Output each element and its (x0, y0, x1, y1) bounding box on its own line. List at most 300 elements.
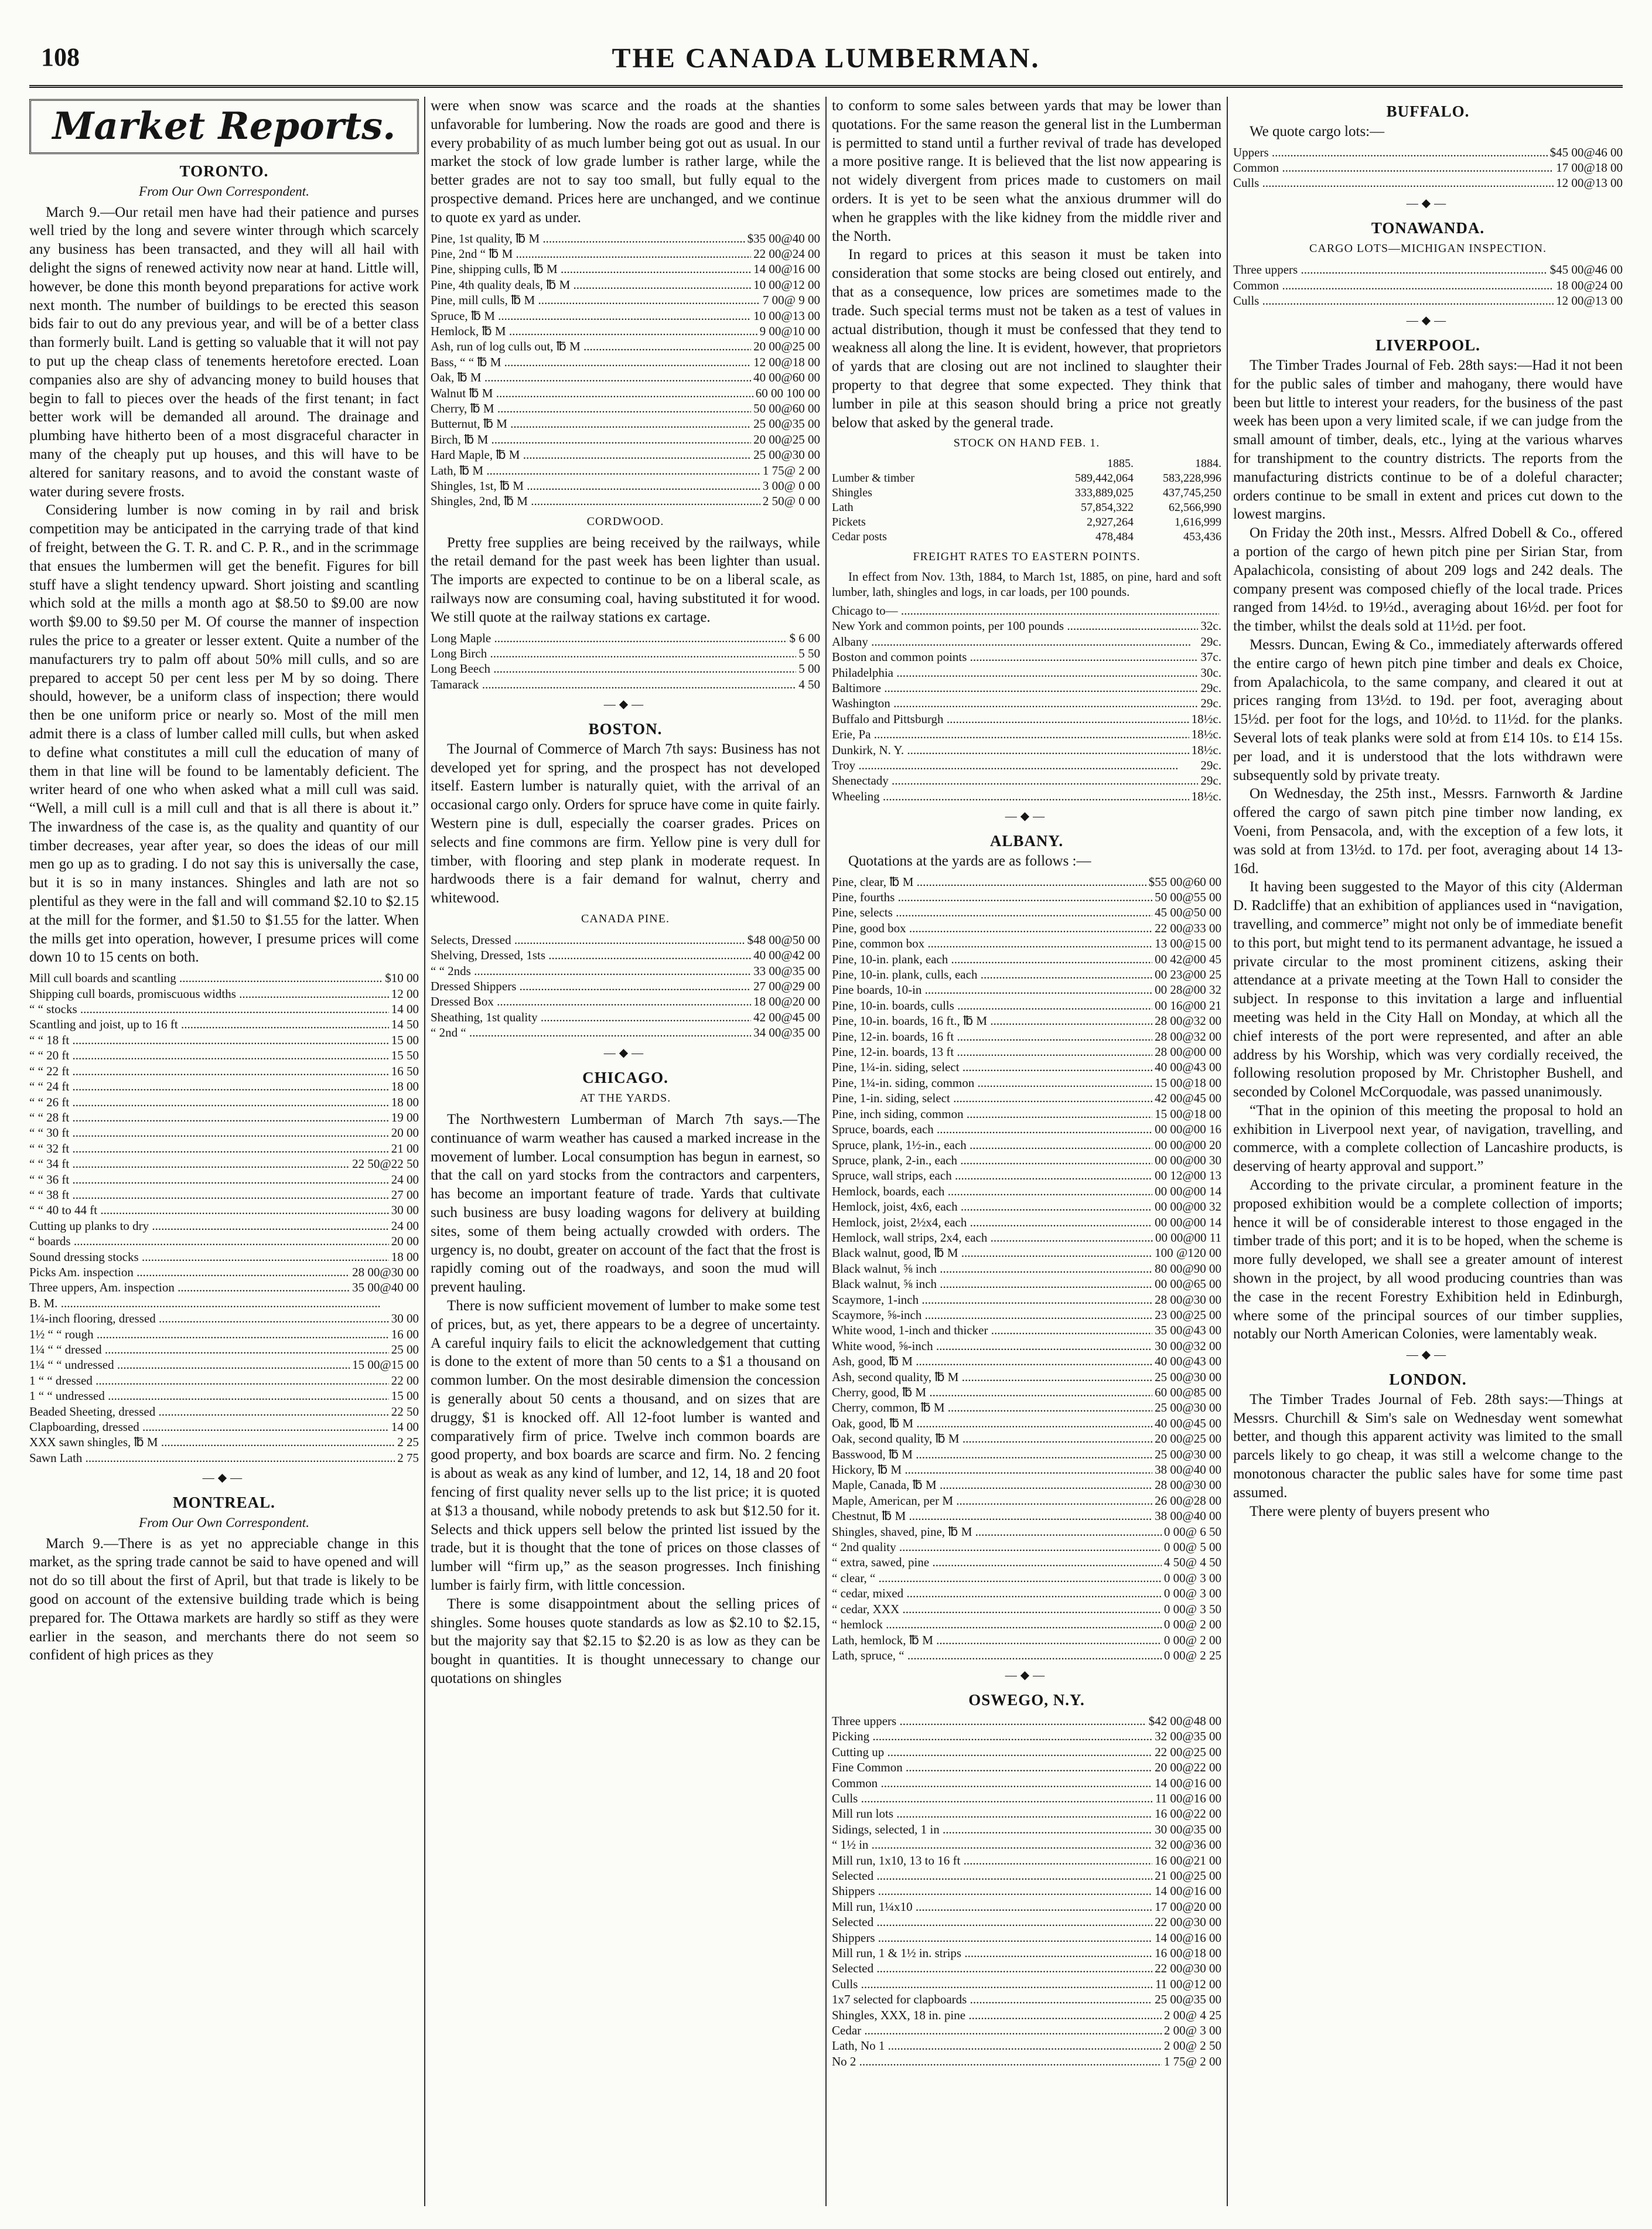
item-name: Lath, hemlock, ℔ M ..... (832, 1632, 1162, 1648)
boston-paragraph: The Journal of Commerce of March 7th says: Business has not developed yet for spring, and the prospect has not developed itself. Eastern lumber is naturally quiet, with the arrival of an occasional cargo only. Orders for spruce have come in quite fairly. Western pine is dull, especially the coarser grades. Prices on selects and fine commons are firm. Yellow pine is very dull for timber, with flooring and step plank in moderate request. In hardwoods there is a fair demand for walnut, cherry and whitewood. (431, 741, 820, 906)
item-price: 19 00 (391, 1110, 419, 1124)
price-table (29, 970, 419, 1465)
item-price: 30 00 (391, 1311, 419, 1326)
albany-intro: Quotations at the yards are as follows :— (848, 853, 1091, 869)
item-name: Fine Common ..... (832, 1760, 1152, 1775)
item-price: 29c. (1200, 696, 1221, 711)
item-price: 40 00@43 00 (1155, 1060, 1221, 1075)
item-price: 00 00@00 14 (1155, 1215, 1221, 1229)
item-price: 11 00@16 00 (1155, 1791, 1221, 1805)
price-row (29, 1265, 419, 1280)
item-price: 12 00@13 00 (1556, 294, 1623, 308)
canada-pine-heading: CANADA PINE. (581, 912, 670, 926)
item-name: Buffalo and Pittsburgh ..... (832, 711, 1189, 727)
item-name: “ cedar, XXX ..... (832, 1601, 1162, 1617)
item-price: 50 00@60 00 (753, 401, 820, 416)
price-row (29, 1342, 419, 1357)
item-price: 22 50 (391, 1404, 419, 1419)
item-name: Oak, second quality, ℔ M ..... (832, 1431, 1152, 1446)
column-rule (1227, 97, 1228, 2206)
stock-row (832, 530, 1221, 544)
item-name: Pine, 10-in. plank, culls, each ..... (832, 967, 1152, 982)
column-rule (424, 97, 425, 2206)
item-name: “ 1½ in ..... (832, 1837, 1152, 1852)
stock-cell: 57,854,322 (1081, 501, 1134, 514)
price-row (832, 1090, 1221, 1106)
item-price: 12 00@18 00 (753, 355, 820, 369)
item-price: 14 00@16 00 (1155, 1930, 1221, 1945)
item-price: 50 00@55 00 (1155, 890, 1221, 905)
item-price: 16 00@21 00 (1155, 1853, 1221, 1867)
price-row (431, 401, 820, 416)
item-name: Pine, 1¼-in. siding, select ..... (832, 1059, 1152, 1075)
item-name: Pine, shipping culls, ℔ M ..... (431, 261, 751, 277)
price-row (431, 677, 820, 692)
item-price: 30 00@32 00 (1155, 1338, 1221, 1353)
item-price: 25 00@35 00 (1155, 1992, 1221, 2007)
item-name: Bass, “ “ ℔ M ..... (431, 355, 751, 370)
liverpool-paragraph: On Friday the 20th inst., Messrs. Alfred Dobell & Co., offered a portion of the cargo of hewn pitch pine per Sirian Star, from Apalachicola, consisting of about 209 logs and 242 deals. The company present was composed chiefly of the local trade. Prices ranged from 14½d. to 19½d., averaging about 16½d. per foot for the timber, whilst the deals sold at 11½d. per foot. (1233, 525, 1623, 635)
price-row (431, 963, 820, 979)
price-row (29, 1202, 419, 1218)
item-name: Uppers ..... (1233, 145, 1548, 160)
item-name: 1½ “ “ rough ..... (29, 1327, 389, 1342)
price-row (431, 1010, 820, 1025)
price-row (832, 1822, 1221, 1837)
price-row (832, 1447, 1221, 1462)
item-price: 22 50@22 50 (352, 1157, 419, 1171)
item-name: Pine, good box ..... (832, 921, 1152, 936)
chicago-paragraph-cont: In regard to prices at this season it must be taken into consideration that some stocks are being closed out entirely, and that as a consequence, low prices are sometimes made to the trade. Such special terms must not be taken as a test of values in actual distribution, though it must be confessed that they tend to weakness all along the line. It is evident, however, that proprietors of yards that are closing out are not inclined to slaughter their property to that degree that some expected. They think that lumber in pile at this season should bring a price not greatly below that asked by the general trade. (832, 247, 1221, 431)
price-row (832, 1075, 1221, 1090)
item-name: “ “ 2nds ..... (431, 963, 751, 979)
item-price: 18½c. (1191, 789, 1221, 803)
item-price: 24 00 (391, 1218, 419, 1233)
section-divider: —◆— (603, 1046, 647, 1059)
item-price: 40 00@60 00 (753, 370, 820, 385)
item-name: “ “ 20 ft ..... (29, 1048, 389, 1063)
item-name: “ “ stocks ..... (29, 1001, 389, 1017)
item-name: Sawn Lath ..... (29, 1450, 395, 1465)
item-name: Cutting up ..... (832, 1744, 1152, 1760)
item-price: 2 25 (397, 1435, 419, 1450)
price-row (832, 1632, 1221, 1648)
price-row (832, 905, 1221, 920)
price-row (431, 416, 820, 431)
liverpool-paragraph: It having been suggested to the Mayor of this city (Alderman D. Radcliffe) that an exhibition of appliances used in “navigation, travelling, and commerce” might not only be of immediate benefit to this port, but might tend to its permanent advantage, he issued a private circular to the most prominent citizens, asking their attendance at a private meeting at the Town Hall to consider the subject. In response to this invitation a large and influential meeting was held in the City Hall on Monday, at which all the chief interests of the port were represented, and after an able address by his Worship, which was very cordially received, the following resolution proposed by Mr. Christopher Bushell, and seconded by Colonel McCorquodale, was passed unanimously. (1233, 879, 1623, 1100)
freight-table (832, 603, 1221, 804)
item-price: 30 00@35 00 (1155, 1822, 1221, 1836)
price-row (832, 1806, 1221, 1821)
price-row (832, 1106, 1221, 1122)
price-table (431, 932, 820, 1041)
price-row (832, 967, 1221, 982)
price-row (1233, 175, 1623, 190)
item-name: Pine, 10-in. boards, culls ..... (832, 998, 1152, 1013)
stock-cell: 1,616,999 (1175, 516, 1221, 529)
item-name: Mill run, 1¼x10 ..... (832, 1899, 1152, 1914)
item-price: 14 50 (391, 1017, 419, 1032)
item-name: Selected ..... (832, 1961, 1152, 1976)
item-name: Selected ..... (832, 1868, 1152, 1883)
liverpool-paragraph: The Timber Trades Journal of Feb. 28th says:—Had it not been for the public sales of timber and mahogany, there would have been but little to interest your readers, for the business of the past week has been upon a very limited scale, if we can judge from the small amount of timber, deals, etc., lying at the various wharves for transhipment to the country districts. The reports from the manufacturing districts continue to be of a doleful character; orders continue to be small in extent and prices cut down to the lowest margins. (1233, 357, 1623, 523)
stock-row (832, 486, 1221, 500)
chicago-paragraph: The Northwestern Lumberman of March 7th says.—The continuance of warm weather has caused a marked increase in the movement of lumber. Local consumption has begun in earnest, so that the call on yard stocks from the contractors and carpenters, has become an important feature of trade. Yards that cultivate such business are busy loading wagons for delivery at building sites, some of them being actually crowded with orders. The urgency is, no doubt, greater on account of the fact that the frost is rapidly coming out of the roadways, and soon the mud will prevent hauling. (431, 1112, 820, 1296)
item-price: $45 00@46 00 (1549, 263, 1623, 277)
price-row (832, 1261, 1221, 1276)
item-name: Sidings, selected, 1 in ..... (832, 1822, 1152, 1837)
price-row (29, 1233, 419, 1249)
price-row (29, 1373, 419, 1388)
oswego-heading: OSWEGO, N.Y. (968, 1691, 1085, 1709)
price-row (832, 1431, 1221, 1446)
price-row (29, 970, 419, 986)
price-row (832, 1292, 1221, 1307)
price-row (1233, 145, 1623, 160)
stock-table (832, 456, 1221, 544)
price-row (431, 447, 820, 462)
price-row (832, 1168, 1221, 1183)
item-name: Mill run, 1 & 1½ in. strips ..... (832, 1945, 1152, 1961)
item-name: Ash, good, ℔ M ..... (832, 1354, 1152, 1369)
price-row (832, 1539, 1221, 1555)
price-row (832, 1044, 1221, 1059)
item-name: White wood, ⅝-inch ..... (832, 1338, 1152, 1354)
item-price: 2 00@ 4 25 (1163, 2008, 1221, 2022)
price-row (832, 1307, 1221, 1323)
stock-cell: 583,228,996 (1163, 472, 1221, 485)
item-price: $48 00@50 00 (747, 932, 820, 947)
item-name: “ “ 26 ft ..... (29, 1095, 389, 1110)
stock-heading: STOCK ON HAND FEB. 1. (953, 437, 1100, 450)
item-name: Hemlock, boards, each ..... (832, 1184, 1152, 1199)
price-row (832, 1400, 1221, 1415)
price-row (832, 1930, 1221, 1945)
item-name: “ clear, “ ..... (832, 1570, 1162, 1586)
item-price: 14 00@16 00 (1155, 1884, 1221, 1899)
item-price: 42 00@45 00 (753, 1010, 820, 1024)
stock-cell: Lath (832, 501, 854, 514)
item-price: 4 50@ 4 50 (1163, 1555, 1221, 1570)
item-name: Dunkirk, N. Y. ..... (832, 742, 1189, 758)
item-price: 2 50@ 0 00 (762, 494, 820, 509)
item-name: Beaded Sheeting, dressed ..... (29, 1404, 389, 1419)
price-row (832, 1199, 1221, 1214)
item-price: 20 00@25 00 (753, 432, 820, 447)
item-name: “ 2nd “ ..... (431, 1025, 751, 1040)
price-row (832, 1555, 1221, 1570)
price-row (832, 1945, 1221, 1961)
freight-heading: FREIGHT RATES TO EASTERN POINTS. (913, 550, 1141, 564)
item-price: 14 00 (391, 1420, 419, 1434)
item-price: 24 00 (391, 1172, 419, 1187)
stock-cell: 437,745,250 (1163, 486, 1221, 500)
item-price: 15 00 (391, 1032, 419, 1047)
price-row (431, 246, 820, 261)
stock-cell: 453,436 (1183, 530, 1221, 544)
item-price: 2 00@ 3 00 (1163, 2023, 1221, 2038)
price-row (29, 1156, 419, 1171)
price-table (832, 874, 1221, 1664)
price-row (29, 1141, 419, 1156)
price-row (832, 773, 1221, 788)
item-name: Hickory, ℔ M ..... (832, 1462, 1152, 1477)
price-row (832, 1276, 1221, 1291)
liverpool-heading: LIVERPOOL. (1375, 336, 1480, 355)
masthead-title: THE CANADA LUMBERMAN. (612, 43, 1040, 74)
price-row (431, 339, 820, 354)
item-name: Shippers ..... (832, 1883, 1152, 1899)
price-row (29, 1017, 419, 1032)
item-price: 00 00@00 11 (1155, 1230, 1221, 1245)
item-price (1219, 603, 1221, 618)
price-row (832, 649, 1221, 664)
price-row (832, 1323, 1221, 1338)
price-row (431, 478, 820, 493)
item-name: “ “ 30 ft ..... (29, 1125, 389, 1140)
item-price: 00 00@00 14 (1155, 1184, 1221, 1198)
item-price: $35 00@40 00 (747, 231, 820, 246)
price-row (29, 1032, 419, 1048)
price-row (832, 1883, 1221, 1899)
price-row (832, 921, 1221, 936)
price-row (832, 680, 1221, 696)
item-price: 20 00 (391, 1234, 419, 1249)
item-name: Cutting up planks to dry ..... (29, 1218, 389, 1233)
buffalo-intro: We quote cargo lots:— (1250, 123, 1385, 139)
item-price: 22 00@33 00 (1155, 921, 1221, 935)
item-price: 2 00@ 2 50 (1163, 2039, 1221, 2053)
freight-intro: In effect from Nov. 13th, 1884, to March 1st, 1885, on pine, hard and soft lumber, lath, shingles and logs, in car loads, per 100 pounds. (832, 569, 1221, 599)
price-row (1233, 278, 1623, 293)
item-name: Spruce, plank, 2-in., each ..... (832, 1153, 1152, 1168)
item-name: Tamarack ..... (431, 677, 796, 692)
item-name: “ “ 24 ft ..... (29, 1079, 389, 1094)
buffalo-heading: BUFFALO. (1386, 103, 1470, 120)
price-row (832, 789, 1221, 804)
stock-cell: Cedar posts (832, 530, 887, 544)
section-divider: —◆— (202, 1471, 246, 1485)
item-price: 15 00@18 00 (1155, 1106, 1221, 1121)
stock-cell: 62,566,990 (1169, 501, 1221, 514)
item-name: Dressed Shippers ..... (431, 979, 751, 994)
price-table (832, 1713, 1221, 2069)
item-price: 35 00@40 00 (352, 1280, 419, 1295)
item-price: 40 00@42 00 (753, 948, 820, 963)
price-row (832, 1137, 1221, 1153)
item-price: 15 00@15 00 (352, 1358, 419, 1372)
item-price: 22 00@30 00 (1155, 1961, 1221, 1976)
item-name: No 2 ..... (832, 2054, 1162, 2069)
page-number: 108 (41, 43, 80, 71)
price-row (832, 1245, 1221, 1260)
price-row (832, 936, 1221, 951)
item-name: Scantling and joist, up to 16 ft ..... (29, 1017, 389, 1032)
item-name: Cherry, ℔ M ..... (431, 401, 751, 416)
item-price: 45 00@50 00 (1155, 905, 1221, 920)
item-name: Cedar ..... (832, 2023, 1162, 2038)
price-row (29, 1434, 419, 1450)
item-price: 42 00@45 00 (1155, 1091, 1221, 1106)
item-name: Mill run lots ..... (832, 1806, 1152, 1821)
chicago-paragraph: There is now sufficient movement of lumber to make some test of prices, but, as yet, there appears to be a degree of uncertainty. A careful inquiry fails to elicit the acknowledgement that cutting is done to the extent of more than 50 cents to a $1 a thousand on common lumber. On the most desirable dimension the concession is generally about 50 cents a thousand, and on sizes that are druggy, $1 is knocked off. All 12-foot lumber is wanted and comparatively firm of price. Twelve inch common boards are good property, and box boards are scarce and firm. No. 2 fencing is about as weak as any kind of lumber, and 12, 14, 18 and 20 foot fencing of first quality never sells up to the list price; it is quoted at $13 a thousand, while nobody pretends to ask but $12.50 for it. Selects and thick uppers sell below the printed list issued by the trade, but it is thought that the tone of prices on those classes of lumber will “firm up,” as the season progresses. Inch finishing lumber is fairly firm, with little concession. (431, 1298, 820, 1594)
item-name: Culls ..... (832, 1976, 1153, 1992)
price-row (832, 2054, 1221, 2069)
liverpool-paragraph: Messrs. Duncan, Ewing & Co., immediately afterwards offered the entire cargo of hewn pitch pine timber and deals ex Choice, from Apalachicola, to the same company, and cleared it out at prices ranging from 13½d. to 19d. per foot, averaging about 15½d. per foot for the logs, and 10½d. to 11½d. for the planks. Several lots of teak planks were sold at from £14 10s. to £14 15s. per load, and it is understood that the lots withdrawn were subsequently sold by private treaty. (1233, 636, 1623, 783)
item-name: Three uppers, Am. inspection ..... (29, 1280, 350, 1295)
item-name: “ “ 40 to 44 ft ..... (29, 1202, 389, 1218)
price-row (832, 1648, 1221, 1663)
chicago-paragraph: There is some disappointment about the selling prices of shingles. Some houses quote standards as low as $2.10 to $2.15, but the majority say that $2.15 to $2.20 is as low as they can be bought in quantities. It is thought unnecessary to change our quotations on shingles (431, 1596, 820, 1686)
item-name: Hemlock, wall strips, 2x4, each ..... (832, 1230, 1153, 1245)
price-row (832, 758, 1221, 773)
item-name: 1 “ “ undressed ..... (29, 1388, 389, 1403)
item-price: 25 00@30 00 (753, 448, 820, 462)
item-price: 21 00@25 00 (1155, 1868, 1221, 1883)
price-row (431, 948, 820, 963)
item-price: $55 00@60 00 (1148, 874, 1221, 889)
price-row (832, 1744, 1221, 1760)
item-price: 28 00@32 00 (1155, 1029, 1221, 1044)
price-row (832, 1230, 1221, 1245)
item-name: Pine, 10-in. boards, 16 ft., ℔ M ..... (832, 1013, 1152, 1028)
price-row (832, 1354, 1221, 1369)
london-paragraph: There were plenty of buyers present who (1250, 1503, 1490, 1519)
price-row (832, 634, 1221, 649)
section-divider: —◆— (1406, 314, 1450, 328)
price-row (832, 1416, 1221, 1431)
price-row (832, 1837, 1221, 1852)
item-price: $ 6 00 (789, 630, 820, 645)
item-price: 18 00 (391, 1095, 419, 1109)
item-price: 00 12@00 13 (1155, 1168, 1221, 1183)
price-row (431, 355, 820, 370)
item-name: “ “ 38 ft ..... (29, 1187, 389, 1202)
price-row (431, 630, 820, 646)
item-price: 15 50 (391, 1048, 419, 1063)
item-price: 27 00 (391, 1187, 419, 1202)
item-price: 00 28@00 32 (1155, 983, 1221, 997)
page-header (29, 42, 1623, 77)
item-name: “ extra, sawed, pine ..... (832, 1555, 1162, 1570)
price-row (431, 493, 820, 509)
price-row (832, 1729, 1221, 1744)
item-name: Black walnut, ⅝ inch ..... (832, 1261, 1152, 1276)
item-price: 0 00@ 3 50 (1163, 1601, 1221, 1616)
price-row (29, 1249, 419, 1265)
price-row (832, 1215, 1221, 1230)
item-name: Dressed Box ..... (431, 994, 751, 1009)
column-3 (832, 97, 1221, 2206)
toronto-paragraph: March 9.—Our retail men have had their patience and purses well tried by the long and severe winter through which scarcely any business has been transacted, and they will all hail with delight the signs of renewed activity now near at hand. Little will, however, be done this month beyond preparations for active work next month. The number of buildings to be erected this season bids fair to out do any previous year, and will be of a better class than formerly built. Land is getting so valuable that it will not pay to put up the cheap class of tenements heretofore erected. Loan companies also are shy of advancing money to build houses that begin to fall to pieces over the heads of the first tenant; in fact better work will be demanded all around. The drainage and plumbing have hitherto been of a most disgraceful character in many of the cheaply put up houses, and this will have to be altered for sanitary reasons, and to avoid the constant waste of water during severe frosts. (29, 204, 419, 500)
item-name: Shingles, 1st, ℔ M ..... (431, 478, 760, 493)
item-name: Erie, Pa ..... (832, 727, 1189, 742)
price-row (29, 1079, 419, 1094)
price-row (832, 1462, 1221, 1477)
price-row (431, 231, 820, 246)
item-name: White wood, 1-inch and thicker ..... (832, 1323, 1152, 1338)
item-name: Scaymore, ⅝-inch ..... (832, 1307, 1152, 1323)
price-row (29, 1048, 419, 1063)
item-price: 35 00@43 00 (1155, 1323, 1221, 1338)
item-price: 60 00 100 00 (755, 386, 820, 400)
item-price: 00 00@00 30 (1155, 1153, 1221, 1167)
price-row (832, 1493, 1221, 1508)
item-price: 14 00 (391, 1002, 419, 1017)
item-name: Pine, 12-in. boards, 16 ft ..... (832, 1029, 1152, 1044)
item-price: 32 00@35 00 (1155, 1729, 1221, 1744)
price-row (29, 1357, 419, 1372)
item-name: Pine, 4th quality deals, ℔ M ..... (431, 277, 751, 292)
item-name: Culls ..... (832, 1791, 1153, 1806)
item-price: 28 00@30 00 (1155, 1478, 1221, 1492)
item-price: 28 00@30 00 (1155, 1292, 1221, 1307)
item-name: Pine, 12-in. boards, 13 ft ..... (832, 1044, 1152, 1059)
montreal-paragraph: March 9.—There is as yet no appreciable change in this market, as the spring trade cannot be said to have opened and will not do so till about the first of April, but that trade is likely to be good on account of the extensive building trade which is being prepared for. The Ottawa markets are hardly so stiff as they were earlier in the season, and merchants there do not seem so confident of high prices as they (29, 1535, 419, 1664)
price-row (431, 1025, 820, 1040)
item-name: Pine, 10-in. plank, each ..... (832, 952, 1152, 967)
price-row (832, 1992, 1221, 2007)
item-price: 32c. (1200, 619, 1221, 633)
market-reports-title: Market Reports. (29, 99, 419, 154)
section-divider: —◆— (1005, 1669, 1049, 1682)
item-name: Pine, 1-in. siding, select ..... (832, 1090, 1152, 1106)
price-row (29, 1218, 419, 1233)
item-name: “ “ 32 ft ..... (29, 1141, 389, 1156)
price-row (431, 646, 820, 661)
item-name: “ “ 18 ft ..... (29, 1032, 389, 1048)
price-row (832, 711, 1221, 727)
item-name: Common ..... (832, 1775, 1152, 1791)
item-price: 18½c. (1191, 711, 1221, 726)
item-name: Basswood, ℔ M ..... (832, 1447, 1152, 1462)
price-row (832, 1122, 1221, 1137)
toronto-correspondent: From Our Own Correspondent. (139, 183, 309, 199)
item-name: Three uppers ..... (832, 1713, 1146, 1729)
price-row (431, 386, 820, 401)
item-name: Long Birch ..... (431, 646, 796, 661)
item-price: 0 00@ 2 00 (1163, 1632, 1221, 1647)
item-price: 0 00@ 5 00 (1163, 1540, 1221, 1555)
item-price: 12 00@13 00 (1556, 176, 1623, 190)
price-row (832, 1601, 1221, 1617)
item-price: 0 00@ 3 00 (1163, 1570, 1221, 1585)
item-name: Selects, Dressed ..... (431, 932, 745, 948)
item-price: 30 00 (391, 1203, 419, 1218)
price-row (832, 727, 1221, 742)
price-row (832, 889, 1221, 905)
item-name: Washington ..... (832, 696, 1198, 711)
price-row (832, 1617, 1221, 1632)
item-name: Pine, 2nd “ ℔ M ..... (431, 246, 751, 261)
item-name: Cherry, common, ℔ M ..... (832, 1400, 1152, 1415)
price-table (1233, 145, 1623, 191)
item-name: “ “ 36 ft ..... (29, 1172, 389, 1187)
item-name: “ “ 28 ft ..... (29, 1110, 389, 1125)
item-name: Black walnut, ⅝ inch ..... (832, 1276, 1152, 1291)
item-price: 80 00@90 00 (1155, 1261, 1221, 1276)
toronto-paragraph: Considering lumber is now coming in by rail and brisk competition may be anticipated in the carrying trade of that kind of freight, between the G. T. R. and C. P. R., and in the scrimmage that ensues the lumbermen will get the benefit. Figures for bill stuff have a slight tendency upward. Short joisting and scantling which sold at the mills a month ago at $8.50 to $9.00 are now worth $9.00 to $9.50 per M. Of course the manner of inspection rules the price to a greater or lesser extent. Quite a number of the manufacturers try to palm off about 50% mill culls, and so are prepared to accept 50 per cent less per M by so doing. There should, however, be a uniform class of inspection; there would then be one uniform price or nearly so. Most of the mill men admit there is a class of lumber called mill culls, but when asked to define what constitutes a mill cull the education of many of them in that line will be found to be lamentably deficient. The writer heard of one who when asked what a mill cull was said. “Well, a mill cull is a mill cull and that is all there is about it.” The inwardness of the case is, as the quality and quantity of our timber decreases, year after year, so does the ideas of our mill men go up as to grading. I do not say this is universally the case, but it is so in many instances. Shingles and lath are not so plentiful as they were in the fall and will command $2.10 to $2.15 at the mill for the former, and $1.50 to $1.55 for the latter. When the mills get into operation, however, I presume prices will come down 10 to 15 cents on both. (29, 502, 419, 966)
item-price: 40 00@45 00 (1155, 1416, 1221, 1430)
item-price: 20 00@25 00 (753, 339, 820, 354)
price-row (832, 1791, 1221, 1806)
item-price: 100 @120 00 (1155, 1246, 1221, 1260)
item-price: 11 00@12 00 (1155, 1976, 1221, 1991)
columns (29, 97, 1623, 2206)
section-divider: —◆— (1406, 196, 1450, 210)
price-row (832, 1369, 1221, 1385)
item-name: B. M. ..... (29, 1296, 417, 1311)
